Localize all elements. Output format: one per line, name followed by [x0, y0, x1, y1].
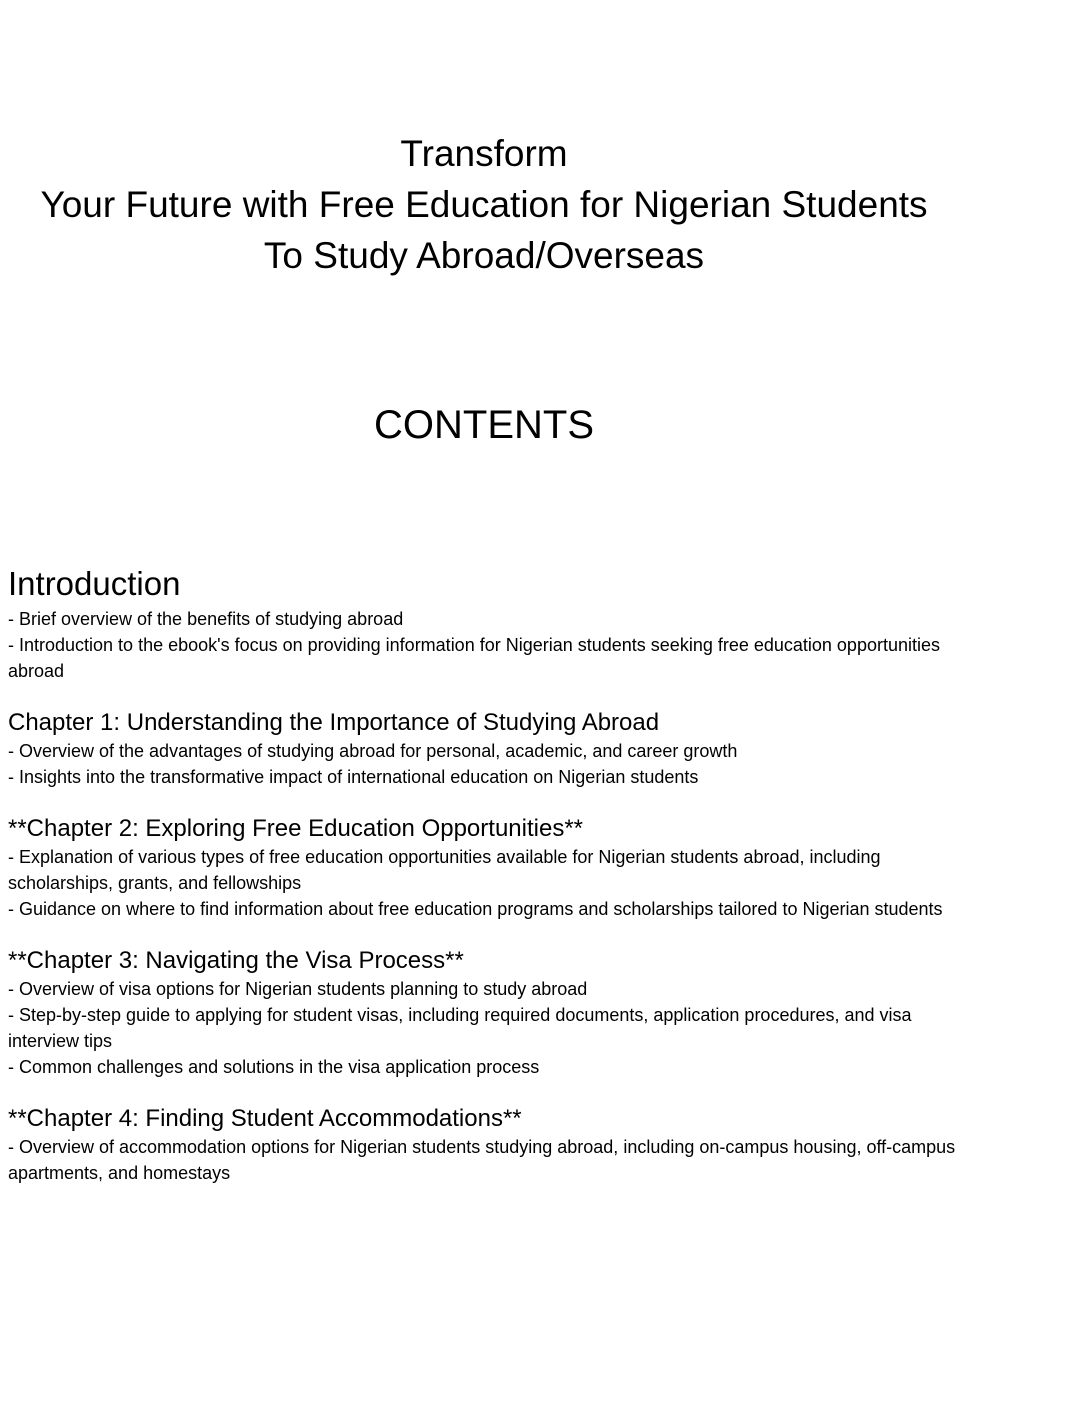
section-bullet: - Introduction to the ebook's focus on providing information for Nigerian students seeking free education opportunities abroad	[8, 635, 940, 681]
toc-section-chapter-1	[8, 708, 968, 790]
section-heading: **Chapter 2: Exploring Free Education Opportunities**	[8, 815, 583, 842]
section-bullet: - Step-by-step guide to applying for student visas, including required documents, application procedures, and visa interview tips	[8, 1005, 912, 1051]
section-bullet: - Insights into the transformative impact of international education on Nigerian students	[8, 767, 699, 787]
toc-section-introduction	[8, 562, 968, 684]
section-bullet: - Overview of the advantages of studying abroad for personal, academic, and career growth	[8, 741, 738, 761]
section-bullet: - Brief overview of the benefits of studying abroad	[8, 609, 404, 629]
title-line-1: Transform	[400, 133, 568, 174]
toc-section-chapter-3	[8, 946, 968, 1080]
contents-heading: CONTENTS	[374, 403, 594, 447]
section-spacer	[8, 922, 968, 946]
section-spacer	[8, 790, 968, 814]
title-line-3: To Study Abroad/Overseas	[263, 235, 705, 276]
section-bullet: - Overview of visa options for Nigerian students planning to study abroad	[8, 979, 588, 999]
section-spacer	[8, 684, 968, 708]
section-spacer	[8, 1080, 968, 1104]
toc-section-chapter-4	[8, 1104, 968, 1186]
title-line-2: Your Future with Free Education for Nigerian Students	[40, 184, 928, 225]
section-bullet: - Explanation of various types of free education opportunities available for Nigerian students abroad, including scholarships, grants, and fellowships	[8, 847, 881, 893]
section-heading: Chapter 1: Understanding the Importance of Studying Abroad	[8, 709, 660, 736]
section-bullet: - Common challenges and solutions in the visa application process	[8, 1057, 540, 1077]
document-title	[0, 128, 968, 281]
table-of-contents	[8, 562, 968, 1186]
section-heading: Introduction	[8, 565, 181, 602]
section-heading: **Chapter 4: Finding Student Accommodations**	[8, 1105, 522, 1132]
section-heading: **Chapter 3: Navigating the Visa Process**	[8, 947, 464, 974]
section-bullet: - Guidance on where to find information about free education programs and scholarships tailored to Nigerian students	[8, 899, 943, 919]
section-bullet: - Overview of accommodation options for Nigerian students studying abroad, including on-campus housing, off-campus apartments, and homestays	[8, 1137, 956, 1183]
toc-section-chapter-2	[8, 814, 968, 922]
